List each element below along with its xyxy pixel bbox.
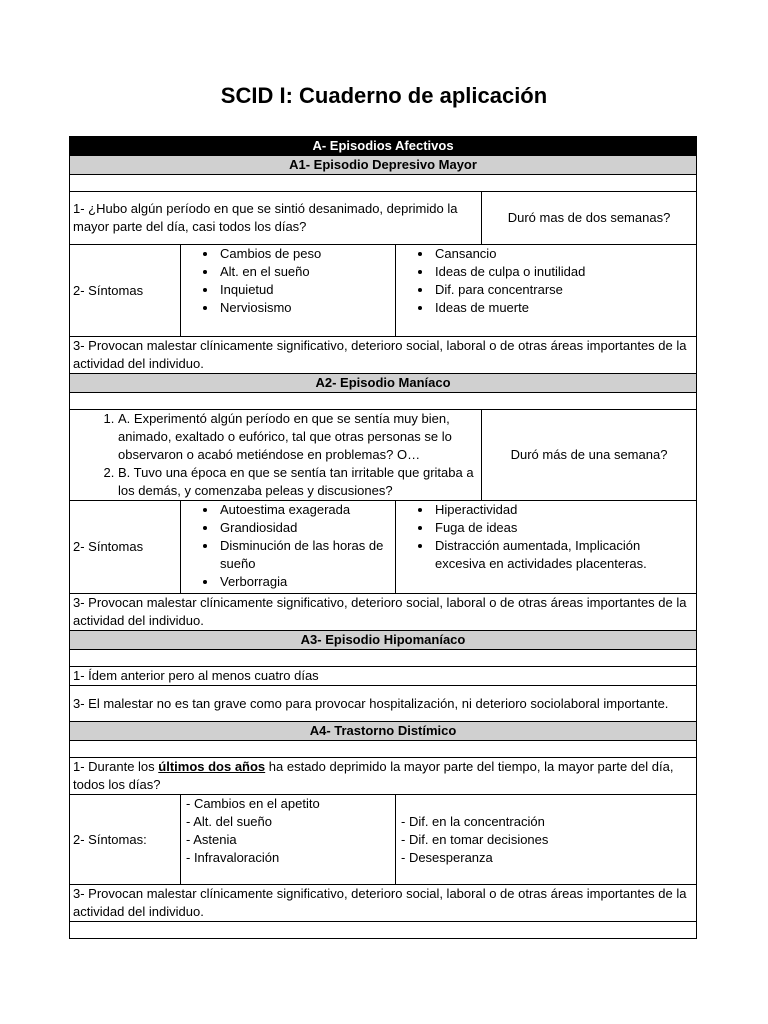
a4-question-1 bbox=[70, 758, 697, 795]
symptom-item: • Fuga de ideas bbox=[433, 519, 693, 537]
symptom-item: • Ideas de muerte bbox=[433, 299, 693, 317]
a1-duration-note: Duró mas de dos semanas? bbox=[482, 192, 697, 245]
a1-symptoms-label: 2- Síntomas bbox=[70, 245, 181, 337]
a2-symptoms-col1 bbox=[181, 501, 396, 594]
symptom-item: - Alt. del sueño bbox=[186, 814, 272, 829]
section-header-a1: A1- Episodio Depresivo Mayor bbox=[70, 156, 697, 175]
symptom-item: • Autoestima exagerada bbox=[218, 501, 392, 519]
section-header-a3: A3- Episodio Hipomaníaco bbox=[70, 631, 697, 650]
symptom-item: - Cambios en el apetito bbox=[186, 796, 320, 811]
section-header-a4: A4- Trastorno Distímico bbox=[70, 722, 697, 741]
page-title: SCID I: Cuaderno de aplicación bbox=[220, 83, 548, 108]
symptom-item: - Dif. en la concentración bbox=[401, 813, 545, 829]
symptom-item: • Ideas de culpa o inutilidad bbox=[433, 263, 693, 281]
a2-question-1a: 1. A. Experimentó algún período en que se sentía muy bien, animado, exaltado o eufórico, tal que otras personas se lo observaron o acabó metiéndose en problemas? O… bbox=[118, 410, 478, 464]
blank-row bbox=[70, 922, 697, 939]
a3-question-3: 3- El malestar no es tan grave como para provocar hospitalización, ni deterioro sociolaboral importante. bbox=[70, 686, 697, 722]
symptom-item: • Alt. en el sueño bbox=[218, 263, 392, 281]
symptom-item: • Grandiosidad bbox=[218, 519, 392, 537]
symptom-item: • Dif. para concentrarse bbox=[433, 281, 693, 299]
a4-symptoms-col1 bbox=[181, 795, 396, 885]
symptom-item: • Nerviosismo bbox=[218, 299, 392, 317]
a2-duration-note: Duró más de una semana? bbox=[482, 410, 697, 501]
a2-question-1 bbox=[70, 410, 482, 501]
symptom-item: • Inquietud bbox=[218, 281, 392, 299]
a1-question-3: 3- Provocan malestar clínicamente significativo, deterioro social, laboral o de otras áreas importantes de la actividad del individuo. bbox=[70, 337, 697, 374]
a4-question-1-post: ha estado deprimido la mayor parte del tiempo, la mayor parte del día, todos los días? bbox=[73, 759, 674, 792]
symptom-item: • Cambios de peso bbox=[218, 245, 392, 263]
symptom-item: - Desesperanza bbox=[401, 849, 493, 865]
symptom-item: • Hiperactividad bbox=[433, 501, 693, 519]
blank-row bbox=[70, 393, 697, 410]
scid-table bbox=[69, 136, 697, 939]
symptom-item: - Astenia bbox=[186, 832, 237, 847]
section-header-a2: A2- Episodio Maníaco bbox=[70, 374, 697, 393]
a1-symptoms-col2 bbox=[396, 245, 697, 337]
a4-question-1-emphasis: últimos dos años bbox=[158, 759, 266, 774]
blank-row bbox=[70, 741, 697, 758]
a2-question-3: 3- Provocan malestar clínicamente significativo, deterioro social, laboral o de otras áreas importantes de la actividad del individuo. bbox=[70, 594, 697, 631]
blank-row bbox=[70, 175, 697, 192]
a4-question-1-pre: 1- Durante los bbox=[73, 759, 159, 774]
symptom-item: • Verborragia bbox=[218, 573, 392, 591]
a3-question-1: 1- Ídem anterior pero al menos cuatro días bbox=[70, 667, 697, 686]
symptom-item: • Disminución de las horas de sueño bbox=[218, 537, 392, 573]
a2-symptoms-label: 2- Síntomas bbox=[70, 501, 181, 594]
a4-symptoms-col2 bbox=[396, 795, 697, 885]
a2-question-1b: 2. B. Tuvo una época en que se sentía tan irritable que gritaba a los demás, y comenzaba peleas y discusiones? bbox=[118, 464, 478, 500]
a1-symptoms-col1 bbox=[181, 245, 396, 337]
symptom-item: - Infravaloración bbox=[186, 850, 280, 865]
symptom-item: • Cansancio bbox=[433, 245, 693, 263]
a1-question-1: 1- ¿Hubo algún período en que se sintió desanimado, deprimido la mayor parte del día, casi todos los días? bbox=[70, 192, 482, 245]
a4-question-3: 3- Provocan malestar clínicamente significativo, deterioro social, laboral o de otras áreas importantes de la actividad del individuo. bbox=[70, 885, 697, 922]
section-header-main: A- Episodios Afectivos bbox=[70, 137, 697, 156]
symptom-item: - Dif. en tomar decisiones bbox=[401, 831, 549, 847]
a4-symptoms-label: 2- Síntomas: bbox=[70, 795, 181, 885]
symptom-item: • Distracción aumentada, Implicación excesiva en actividades placenteras. bbox=[433, 537, 693, 573]
blank-row bbox=[70, 650, 697, 667]
a2-symptoms-col2 bbox=[396, 501, 697, 594]
